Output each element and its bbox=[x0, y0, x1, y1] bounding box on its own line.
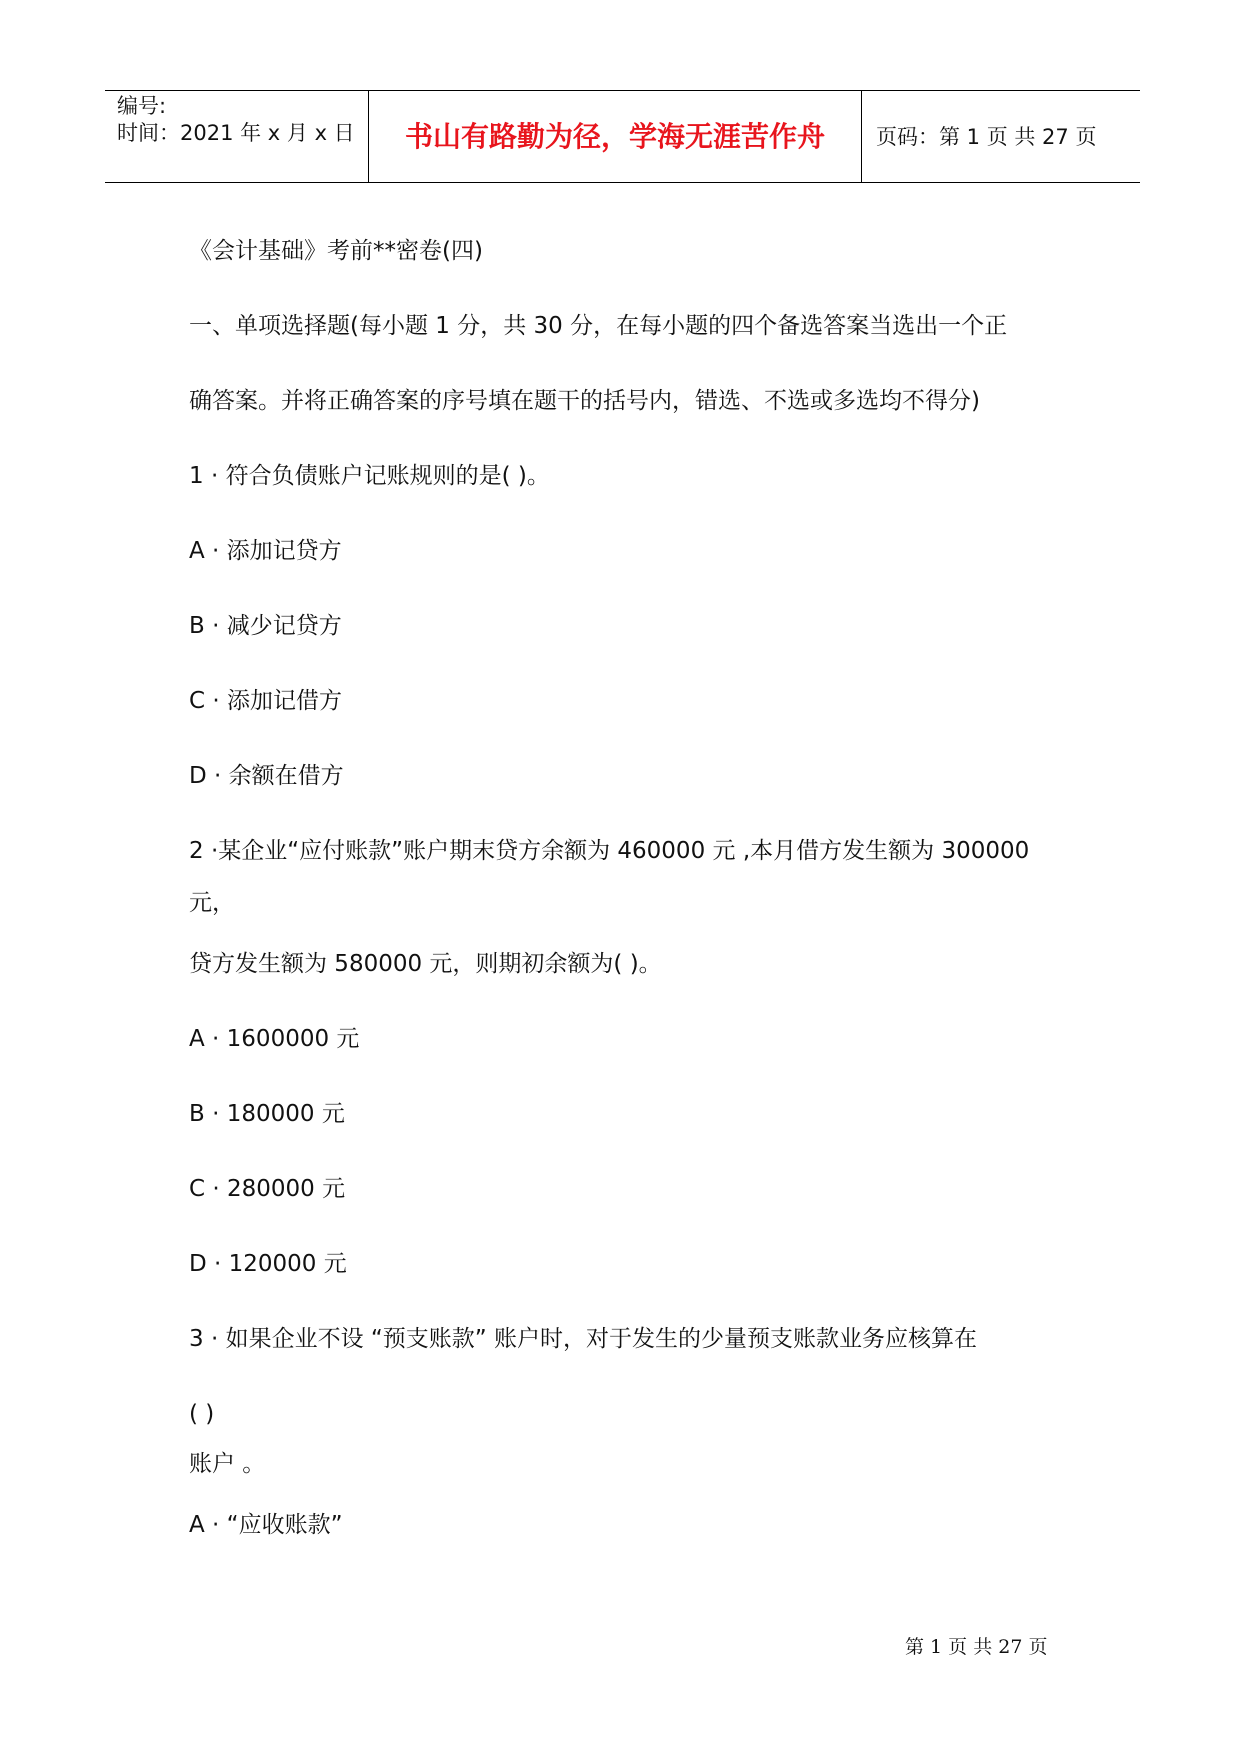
question-1: 1 · 符合负债账户记账规则的是( )。 bbox=[189, 463, 550, 489]
document-title: 《会计基础》考前**密卷(四) bbox=[189, 238, 483, 264]
page-footer: 第 1 页 共 27 页 bbox=[905, 1636, 1048, 1658]
question-3-line3: 账户 。 bbox=[189, 1451, 266, 1477]
header-page-cell bbox=[862, 91, 1140, 182]
header-motto: 书山有路勤为径，学海无涯苦作舟 bbox=[404, 120, 825, 153]
header-meta-cell bbox=[105, 91, 369, 182]
header-motto-cell bbox=[369, 91, 862, 182]
question-2-line2: 元， bbox=[189, 890, 235, 916]
q2-option-d: D · 120000 元 bbox=[189, 1251, 347, 1277]
question-3-line2: ( ) bbox=[189, 1401, 215, 1427]
question-2-line1: 2 ·某企业“应付账款”账户期末贷方余额为 460000 元 ,本月借方发生额为 300000 bbox=[189, 838, 1030, 864]
section-instructions-line1: 一、单项选择题(每小题 1 分，共 30 分，在每小题的四个备选答案当选出一个正 bbox=[189, 313, 1008, 339]
q1-option-c: C · 添加记借方 bbox=[189, 688, 342, 714]
question-3-line1: 3 · 如果企业不设 “预支账款” 账户时，对于发生的少量预支账款业务应核算在 bbox=[189, 1326, 978, 1352]
time-label: 时间：2021 年 x 月 x 日 bbox=[117, 121, 355, 145]
q2-option-b: B · 180000 元 bbox=[189, 1101, 345, 1127]
q1-option-a: A · 添加记贷方 bbox=[189, 538, 342, 564]
section-instructions-line2: 确答案。并将正确答案的序号填在题干的括号内，错选、不选或多选均不得分) bbox=[189, 388, 980, 414]
q2-option-c: C · 280000 元 bbox=[189, 1176, 346, 1202]
header-page-info: 页码：第 1 页 共 27 页 bbox=[876, 125, 1097, 149]
serial-label: 编号: bbox=[117, 94, 167, 118]
q3-option-a: A · “应收账款” bbox=[189, 1512, 343, 1538]
q1-option-d: D · 余额在借方 bbox=[189, 763, 344, 789]
q2-option-a: A · 1600000 元 bbox=[189, 1026, 360, 1052]
page-header bbox=[105, 90, 1140, 183]
q1-option-b: B · 减少记贷方 bbox=[189, 613, 342, 639]
question-2-line3: 贷方发生额为 580000 元，则期初余额为( )。 bbox=[189, 951, 662, 977]
